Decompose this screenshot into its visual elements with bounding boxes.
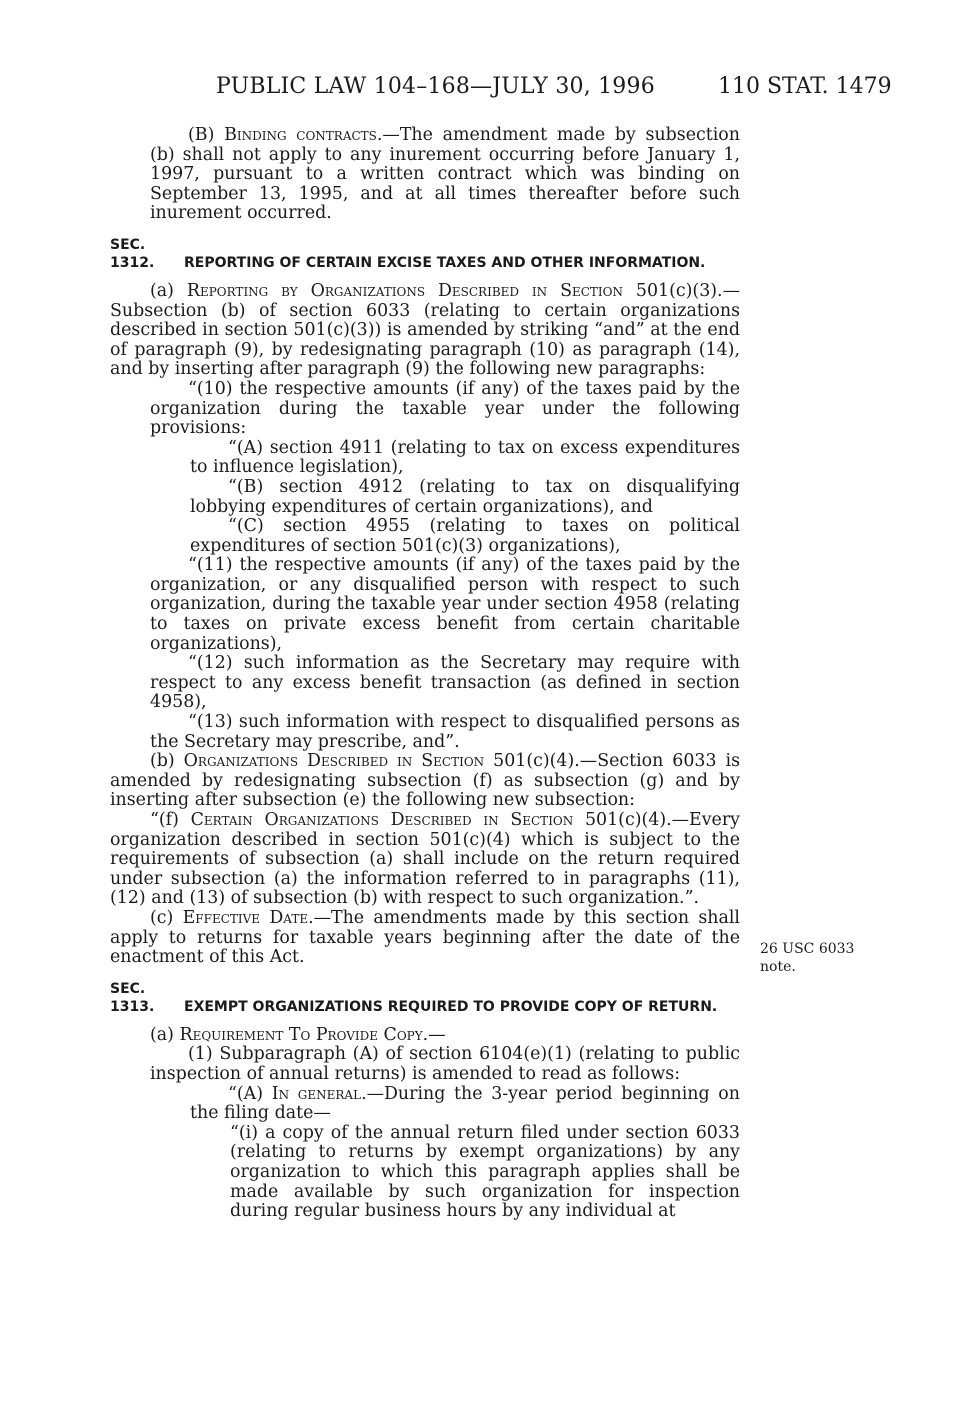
paragraph-11: “(11) the respective amounts (if any) of the taxes paid by the organization, or any disqualified person with respect to such organization, during the taxable year under section 4958 (relating to taxes on private excess benefit from certain charitable organizations), [150, 555, 740, 654]
page-header [0, 0, 957, 110]
subsection-f-certain-organizations: “(f) Certain Organizations Described in Section 501(c)(4).—Every organization described in section 501(c)(4) which is subject to the requirements of subsection (a) shall include on the return required under subsection (a) the information referred to in paragraphs (11), (12) and (13) of subsection (b) with respect to such organization.”. [110, 810, 740, 909]
statute-body [110, 126, 740, 1222]
paragraph-10-A: “(A) section 4911 (relating to tax on excess expenditures to influence legislation), [190, 437, 740, 478]
subparagraph-A-in-general: “(A) In general.—During the 3-year period beginning on the filing date— [190, 1083, 740, 1124]
paragraph-12: “(12) such information as the Secretary may require with respect to any excess benefit transaction (as defined in section 4958), [150, 653, 740, 713]
statute-page-number: 110 STAT. 1479 [718, 74, 892, 99]
subsection-a-requirement: (a) Requirement To Provide Copy.— [150, 1024, 446, 1045]
running-head-title: PUBLIC LAW 104–168—JULY 30, 1996 [216, 74, 655, 99]
paragraph-13: “(13) such information with respect to disqualified persons as the Secretary may prescribe, and”. [150, 712, 740, 752]
paragraph-1: (1) Subparagraph (A) of section 6104(e)(1) (relating to public inspection of annual returns) is amended to read as follows: [150, 1044, 740, 1084]
binding-contracts-paragraph: (B) Binding contracts.—The amendment made by subsection (b) shall not apply to any inurement occurring before January 1, 1997, pursuant to a written contract which was binding on September 13, 1995, and at all times thereafter before such inurement occurred. [150, 125, 740, 224]
subsection-c-effective-date: (c) Effective Date.—The amendments made by this section shall apply to returns for taxable years beginning after the date of the enactment of this Act. [110, 907, 740, 968]
paragraph-10-B: “(B) section 4912 (relating to tax on disqualifying lobbying expenditures of certain organizations), and [190, 476, 740, 517]
subsection-a-reporting: (a) Reporting by Organizations Described in Section 501(c)(3).—Subsection (b) of section 6033 (relating to certain organizations described in section 501(c)(3)) is amended by striking “and” at the end of paragraph (9), by redesignating paragraph (10) as paragraph (14), and by inserting after paragraph (9) the following new paragraphs: [110, 280, 740, 380]
paragraph-10: “(10) the respective amounts (if any) of the taxes paid by the organization during the taxable year under the following provisions: [150, 378, 740, 439]
clause-i: “(i) a copy of the annual return filed under section 6033 (relating to returns by exempt organizations) by any organization to which this paragraph applies shall be made available by such organization for inspection during regular business hours by any individual at [230, 1122, 740, 1222]
section-1313-heading: SEC. 1313. EXEMPT ORGANIZATIONS REQUIRED TO PROVIDE COPY OF RETURN. [110, 980, 718, 1015]
section-1312-heading: SEC. 1312. REPORTING OF CERTAIN EXCISE TAXES AND OTHER INFORMATION. [110, 236, 706, 271]
margin-note-usc: 26 USC 6033 note. [760, 941, 855, 975]
subsection-b-organizations: (b) Organizations Described in Section 501(c)(4).—Section 6033 is amended by redesignating subsection (f) as subsection (g) and by inserting after subsection (e) the following new subsection: [110, 751, 740, 811]
paragraph-10-C: “(C) section 4955 (relating to taxes on political expenditures of section 501(c)(3) organizations), [190, 516, 740, 556]
